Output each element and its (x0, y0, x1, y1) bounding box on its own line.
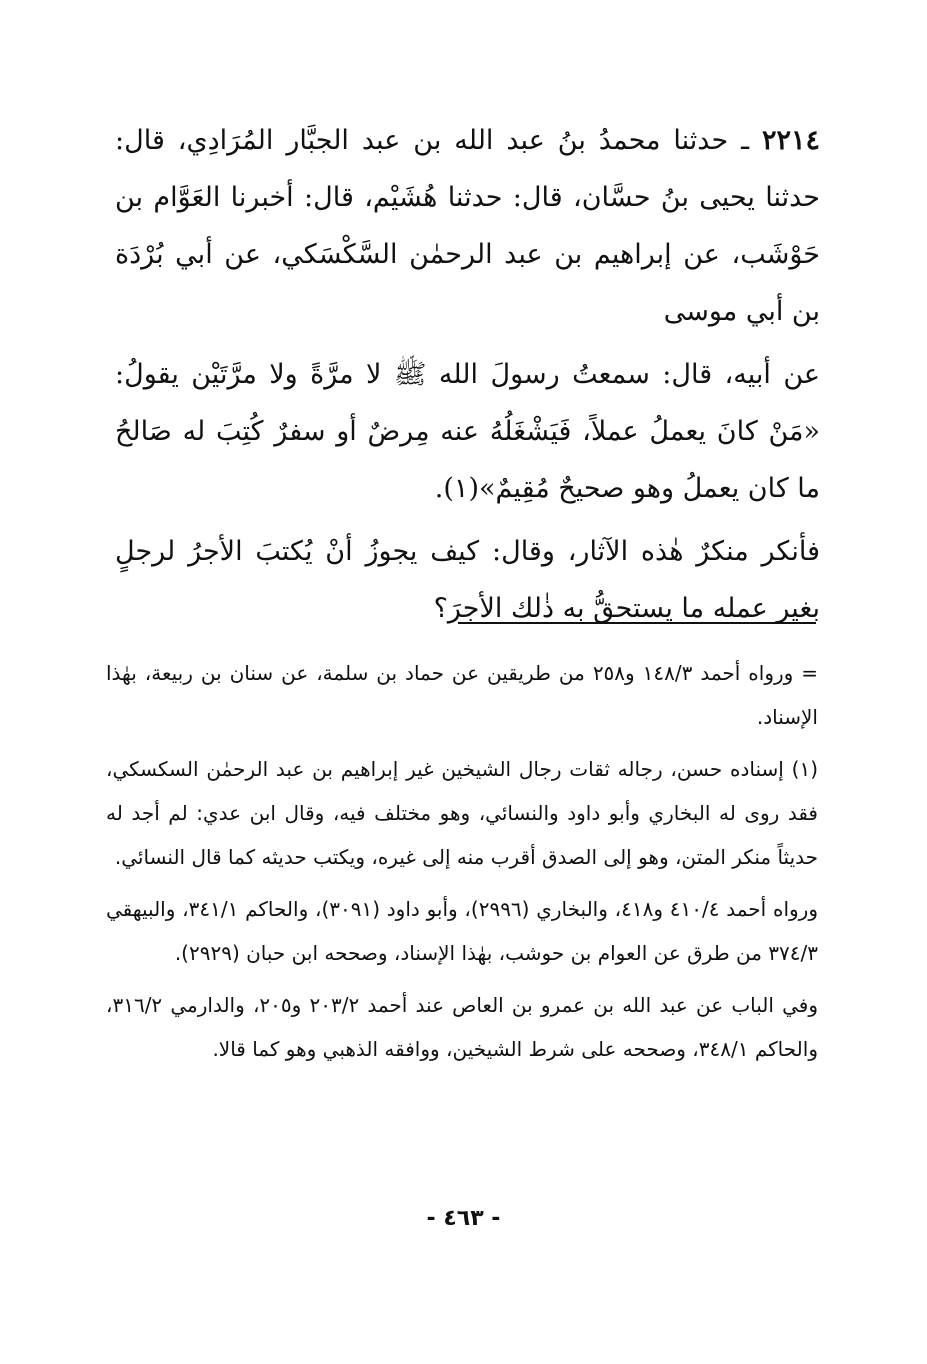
footnote-separator (458, 622, 816, 624)
footnote-continuation: = ورواه أحمد ١٤٨/٣ و٢٥٨ من طريقين عن حماد بن سلمة، عن سنان بن ربيعة، بهٰذا الإسناد. (106, 661, 819, 729)
main-text (115, 112, 820, 637)
hadith-number: ٢٢١٤ (761, 125, 820, 156)
hadith-matn: عن أبيه، قال: سمعتُ رسولَ الله ﷺ لا مرَّةً ولا مرَّتَيْن يقولُ: «مَنْ كانَ يعملُ عملاً، فَيَشْغَلُهُ عنه مِرضٌ أو سفرٌ كُتِبَ له صَالحُ ما كان يعملُ وهو صحيحٌ مُقِيمٌ»(١). (115, 359, 820, 504)
footnote-1-takhrij: ورواه أحمد ٤١٠/٤ و٤١٨، والبخاري (٢٩٩٦)، وأبو داود (٣٠٩١)، والحاكم ٣٤١/١، والبيهقي ٣٧٤/٣ من طرق عن العوام بن حوشب، بهٰذا الإسناد، وصححه ابن حبان (٢٩٢٩). (106, 897, 818, 965)
footnotes (106, 651, 818, 1071)
page-number: - ٤٦٣ - (426, 1206, 501, 1231)
commentary-paragraph: فأنكر منكرٌ هٰذه الآثار، وقال: كيف يجوزُ أنْ يُكتبَ الأجرُ لرجلٍ بغير عمله ما يستحقُّ به ذٰلك الأجرَ؟ (115, 536, 820, 624)
hadith-paragraph (115, 112, 820, 340)
footnote-1: (١) إسناده حسن، رجاله ثقات رجال الشيخين غير إبراهيم بن عبد الرحمٰن السكسكي، فقد روى له البخاري وأبو داود والنسائي، وهو مختلف فيه، وقال ابن عدي: لم أجد له حديثاً منكر المتن، وهو إلى الصدق أقرب منه إلى غيره، ويكتب حديثه كما قال النسائي. (106, 757, 818, 869)
footnote-1-bab: وفي الباب عن عبد الله بن عمرو بن العاص عند أحمد ٢٠٣/٢ و٢٠٥، والدارمي ٣١٦/٢، والحاكم ٣٤٨/١، وصححه على شرط الشيخين، ووافقه الذهبي وهو كما قالا. (106, 993, 819, 1061)
hadith-isnad: ـ حدثنا محمدُ بنُ عبد الله بن عبد الجبَّار المُرَادِي، قال: حدثنا يحيى بنُ حسَّان، قال: حدثنا هُشَيْم، قال: أخبرنا العَوَّام بن حَوْشَب، عن إبراهيم بن عبد الرحمٰن السَّكْسَكي، عن أبي بُرْدَة بن أبي موسى (115, 125, 820, 327)
